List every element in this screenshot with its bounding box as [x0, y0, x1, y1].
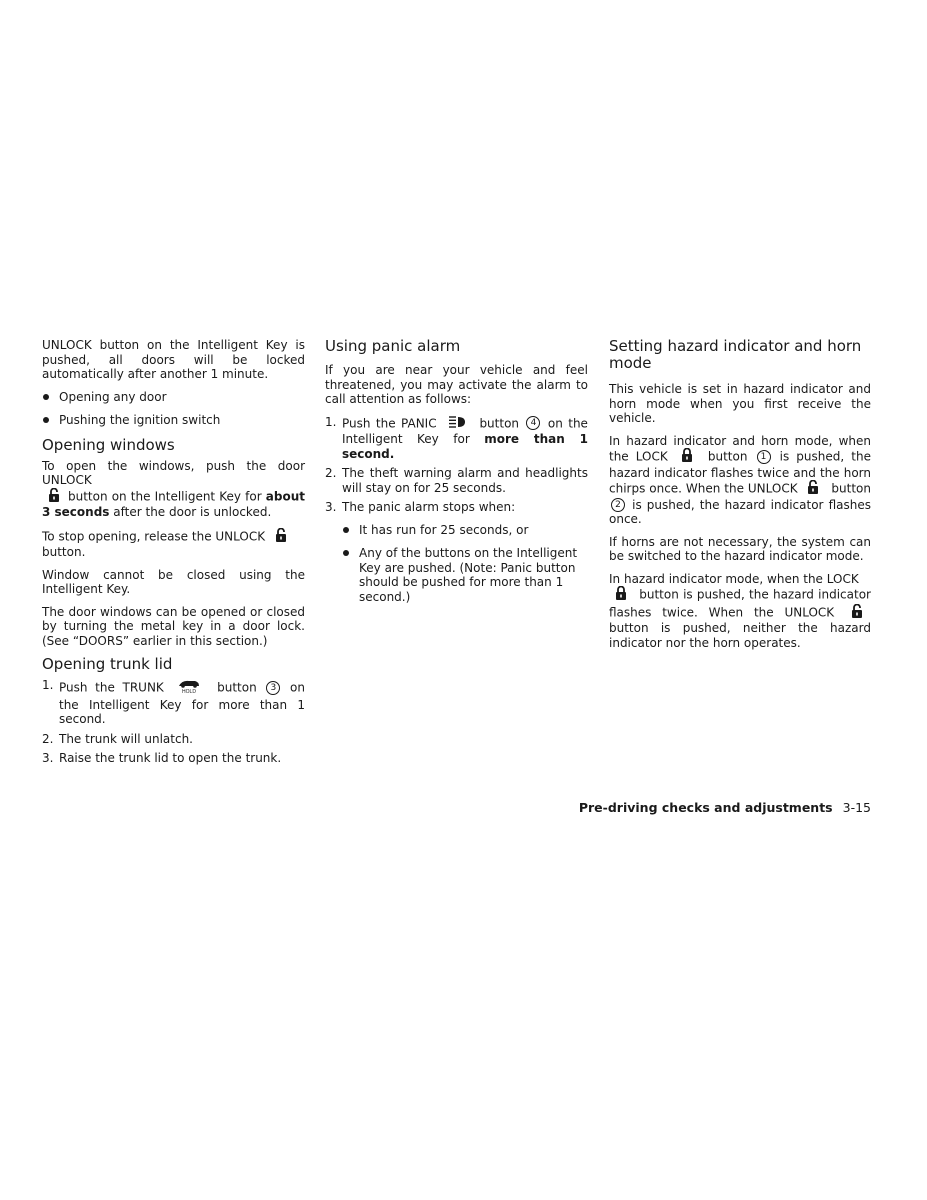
callout-number: 3 [266, 681, 280, 695]
text-run: button [831, 481, 871, 496]
unlock-icon [807, 480, 819, 498]
list-item: Pushing the ignition switch [42, 413, 305, 428]
lock-icon [681, 448, 693, 466]
step-number: 2. [42, 731, 54, 746]
callout-number: 1 [757, 450, 771, 464]
list-item [325, 466, 588, 495]
section-title-opening-trunk-lid: Opening trunk lid [42, 655, 173, 673]
text-run: In hazard indicator and horn mode, when the LOCK [609, 433, 871, 464]
hazard-paragraph-1: This vehicle is set in hazard indicator and horn mode when you first receive the vehicle. [609, 382, 871, 425]
panic-icon [448, 415, 466, 433]
hazard-paragraph-4 [609, 572, 871, 651]
step-number: 1. [325, 414, 337, 429]
text-run: button is pushed, neither the hazard indicator nor the horn operates. [609, 621, 871, 650]
step-number: 2. [325, 466, 337, 480]
list-item: Any of the buttons on the Intelligent Key are pushed. (Note: Panic button should be pushed for more than 1 second.) [342, 546, 588, 604]
list-item [325, 415, 588, 462]
page-footer [579, 800, 871, 815]
list-item [325, 500, 588, 515]
list-item: Opening any door [42, 390, 305, 405]
hazard-paragraph-3: If horns are not necessary, the system can be switched to the hazard indicator mode. [609, 534, 871, 563]
text-run: To stop opening, release the UNLOCK [42, 528, 266, 543]
windows-paragraph-3: Window cannot be closed using the Intelligent Key. [42, 567, 305, 596]
section-name: Pre-driving checks and adjustments [578, 800, 833, 815]
windows-paragraph-2 [42, 528, 305, 560]
callout-number: 4 [526, 416, 540, 430]
panic-stop-bullets [342, 523, 588, 605]
bold-text: more than 1 second. [342, 432, 588, 461]
column-middle [325, 338, 588, 613]
text-run: button is pushed, the hazard indicator flashes twice. When the UNLOCK [609, 587, 871, 619]
text-run: is pushed, the hazard indicator flashes twice and the horn chirps once. When the UNLOCK [609, 449, 871, 496]
text-run: The theft warning alarm and headlights will stay on for 25 seconds. [342, 466, 588, 495]
page-number: 3-15 [842, 800, 871, 815]
list-item [42, 678, 305, 727]
section-title-panic-alarm: Using panic alarm [325, 337, 461, 355]
text-run: To open the windows, push the door UNLOCK [42, 458, 305, 487]
text-run: on the Intelligent Key for [342, 415, 588, 446]
panic-steps [325, 415, 588, 515]
step-number: 3. [325, 500, 337, 514]
unlock-icon [851, 604, 863, 622]
text-run: Push the TRUNK [59, 680, 164, 695]
text-run: button. [42, 545, 86, 559]
panic-intro: If you are near your vehicle and feel threatened, you may activate the alarm to call attention as follows: [325, 363, 588, 406]
step-number: 1. [42, 678, 54, 692]
text-run: button [479, 415, 520, 430]
column-left [42, 338, 305, 772]
column-right [609, 338, 871, 658]
unlock-icon [48, 488, 60, 506]
callout-number: 2 [611, 498, 625, 512]
text-run: The panic alarm stops when: [342, 500, 516, 514]
bold-text: about 3 seconds [42, 488, 305, 519]
list-item: It has run for 25 seconds, or [342, 523, 588, 538]
text-run: In hazard indicator mode, when the LOCK [609, 571, 859, 586]
lock-icon [615, 586, 627, 604]
step-number: 3. [42, 751, 54, 765]
bullet-list [42, 390, 305, 428]
trunk-steps [42, 678, 305, 766]
unlock-icon [275, 528, 287, 546]
windows-paragraph-4: The door windows can be opened or closed by turning the metal key in a door lock. (See “DOORS” earlier in this section.) [42, 604, 305, 648]
text-run: is pushed, the hazard indicator flashes once. [609, 497, 871, 526]
trunk-icon [177, 678, 201, 698]
text-run: button on the Intelligent Key for [68, 488, 262, 503]
hold-label: HOLD [182, 689, 197, 694]
section-title-opening-windows: Opening windows [42, 435, 175, 454]
text-run: after the door is unlocked. [113, 505, 272, 519]
windows-paragraph-1 [42, 459, 305, 520]
text-run: button [707, 449, 748, 464]
text-run: Push the PANIC [342, 415, 437, 430]
text-run: Raise the trunk lid to open the trunk. [59, 751, 282, 765]
text-run: button [217, 680, 257, 695]
section-title-hazard-horn-mode: Setting hazard indicator and horn mode [609, 337, 862, 372]
list-item [42, 751, 305, 766]
intro-paragraph: UNLOCK button on the Intelligent Key is pushed, all doors will be locked automatically after another 1 minute. [42, 338, 305, 381]
list-item [42, 732, 305, 747]
hazard-paragraph-2 [609, 434, 871, 527]
text-run: on the Intelligent Key for more than 1 second. [59, 680, 305, 726]
text-run: The trunk will unlatch. [59, 731, 193, 746]
